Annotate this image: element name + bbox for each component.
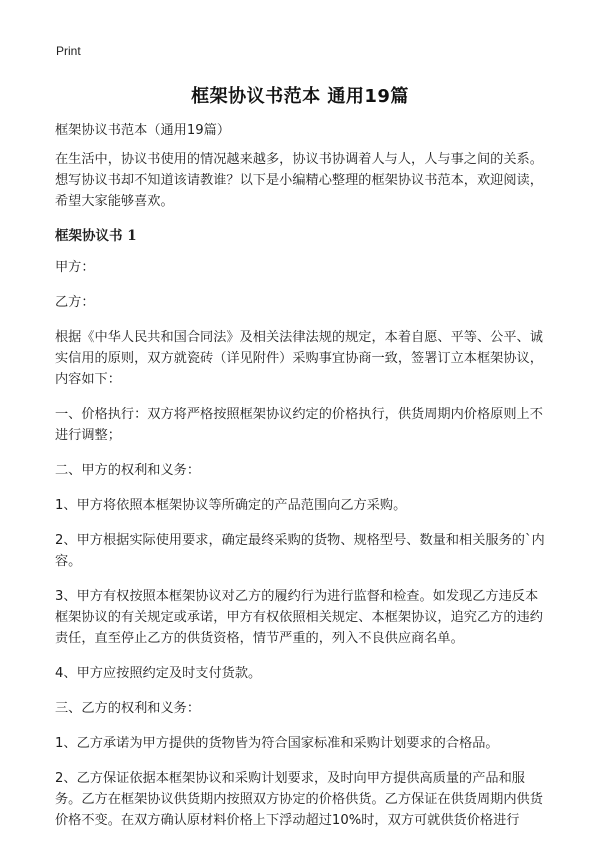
clause-party-a-item-1: 1、甲方将依照本框架协议等所确定的产品范围向乙方采购。 [55, 498, 407, 513]
document-body [55, 120, 547, 845]
clause-price: 一、价格执行：双方将严格按照框架协议约定的价格执行，供货周期内价格原则上不进行调整； [55, 407, 543, 443]
clause-party-a-item-2: 2、甲方根据实际使用要求，确定最终采购的货物、规格型号、数量和相关服务的`内容。 [55, 533, 545, 569]
intro-paragraph: 在生活中，协议书使用的情况越来越多，协议书协调着人与人，人与事之间的关系。想写协议书却不知道该请教谁？以下是小编精心整理的框架协议书范本，欢迎阅读，希望大家能够喜欢。 [55, 152, 543, 209]
party-b-line: 乙方： [55, 295, 95, 310]
clause-party-a-heading: 二、甲方的权利和义务： [55, 463, 201, 478]
clause-party-a-item-4: 4、甲方应按照约定及时支付货款。 [55, 666, 262, 681]
clause-party-b-item-1: 1、乙方承诺为甲方提供的货物皆为符合国家标准和采购计划要求的合格品。 [55, 736, 499, 751]
document-title: 框架协议书范本 通用19篇 [191, 86, 409, 107]
clause-party-b-item-2: 2、乙方保证依据本框架协议和采购计划要求，及时向甲方提供高质量的产品和服务。乙方在框架协议供货期内按照双方协定的价格供货。乙方保证在供货周期内供货价格不变。在双方确认原材料价格上下浮动超过10%时，双方可就供货价格进行 [55, 771, 543, 828]
clause-party-a-item-3: 3、甲方有权按照本框架协议对乙方的履约行为进行监督和检查。如发现乙方违反本框架协议的有关规定或承诺，甲方有权依照相关规定、本框架协议，追究乙方的违约责任，直至停止乙方的供货资格，情节严重的，列入不良供应商名单。 [55, 589, 543, 646]
section-heading: 框架协议书 1 [55, 228, 137, 244]
document-subtitle: 框架协议书范本（通用19篇） [55, 123, 231, 138]
party-a-line: 甲方： [55, 260, 95, 275]
clause-party-b-heading: 三、乙方的权利和义务： [55, 701, 201, 716]
preamble-paragraph: 根据《中华人民共和国合同法》及相关法律法规的规定，本着自愿、平等、公平、诚实信用的原则，双方就瓷砖（详见附件）采购事宜协商一致，签署订立本框架协议，内容如下： [55, 330, 543, 387]
print-label: Print [56, 44, 81, 58]
